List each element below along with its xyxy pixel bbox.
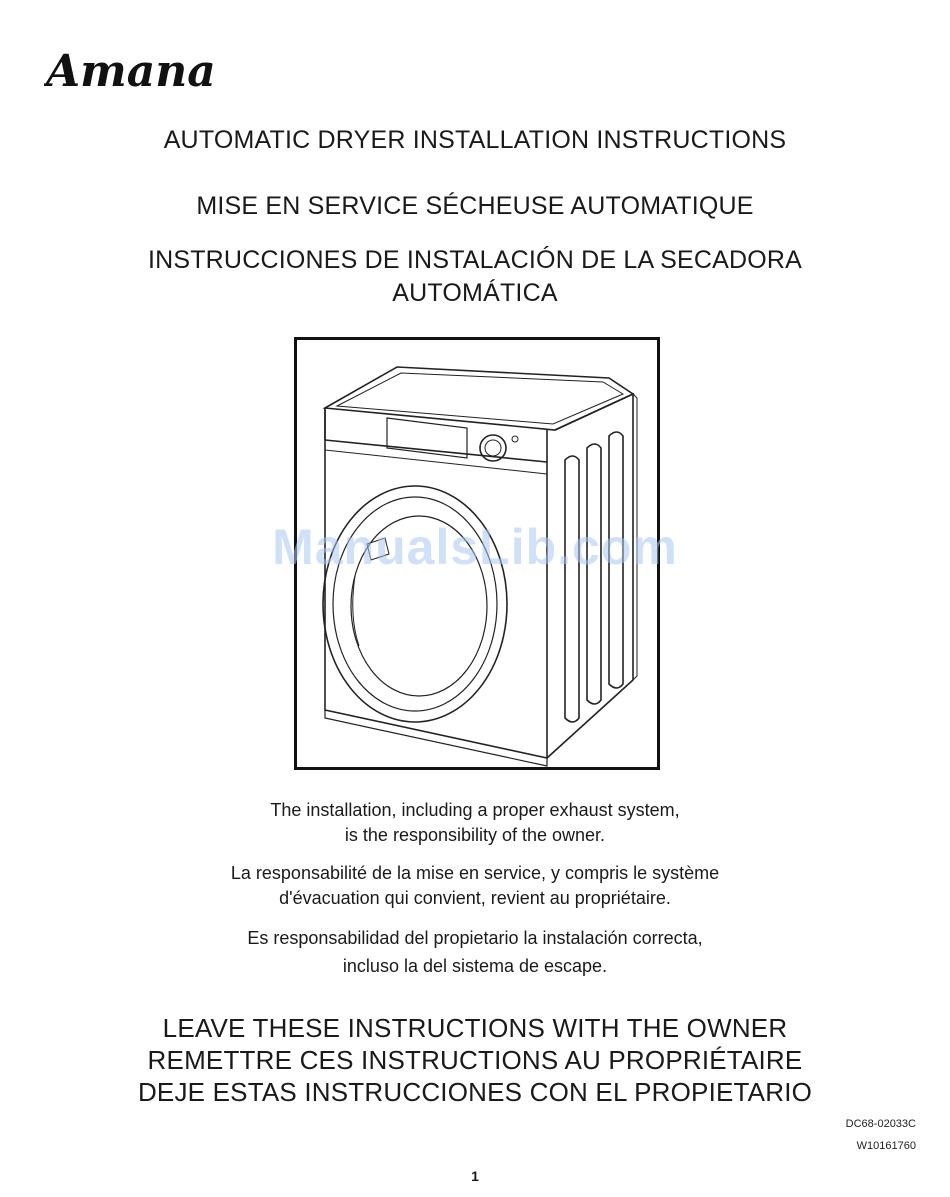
side-groove-1: [565, 456, 579, 722]
door-handle: [367, 538, 389, 560]
logo-text: Amana: [46, 46, 216, 95]
title-spanish-line2: AUTOMÁTICA: [392, 279, 558, 307]
side-groove-2: [587, 444, 601, 704]
responsibility-spanish-line2: incluso la del sistema de escape.: [342, 956, 608, 976]
leave-instructions-spanish: DEJE ESTAS INSTRUCCIONES CON EL PROPIETARIO: [137, 1077, 813, 1107]
leave-instructions-english: LEAVE THESE INSTRUCTIONS WITH THE OWNER: [162, 1013, 788, 1043]
amana-logo: [44, 40, 244, 95]
responsibility-english-line2: is the responsibility of the owner.: [344, 825, 606, 845]
responsibility-spanish-line1: Es responsabilidad del propietario la instalación correcta,: [247, 928, 703, 948]
responsibility-french-line2: d'évacuation qui convient, revient au propriétaire.: [279, 888, 671, 908]
dryer-illustration: [294, 337, 660, 770]
watermark: ManualsLib.com: [272, 519, 678, 575]
page-number: 1: [471, 1168, 479, 1184]
responsibility-french-line1: La responsabilité de la mise en service, y compris le système: [230, 863, 720, 883]
leave-instructions-french: REMETTRE CES INSTRUCTIONS AU PROPRIÉTAIRE: [147, 1045, 803, 1075]
responsibility-english-line1: The installation, including a proper exhaust system,: [270, 800, 680, 820]
part-number: W10161760: [856, 1140, 916, 1152]
title-spanish-line1: INSTRUCCIONES DE INSTALACIÓN DE LA SECADORA: [147, 246, 803, 274]
title-english: AUTOMATIC DRYER INSTALLATION INSTRUCTIONS: [163, 126, 787, 154]
title-french: MISE EN SERVICE SÉCHEUSE AUTOMATIQUE: [196, 192, 754, 220]
dryer-front: [325, 408, 547, 758]
dryer-display: [387, 418, 467, 458]
dryer-drawing: [297, 340, 657, 767]
side-groove-3: [609, 432, 623, 688]
document-code: DC68-02033C: [845, 1118, 916, 1130]
